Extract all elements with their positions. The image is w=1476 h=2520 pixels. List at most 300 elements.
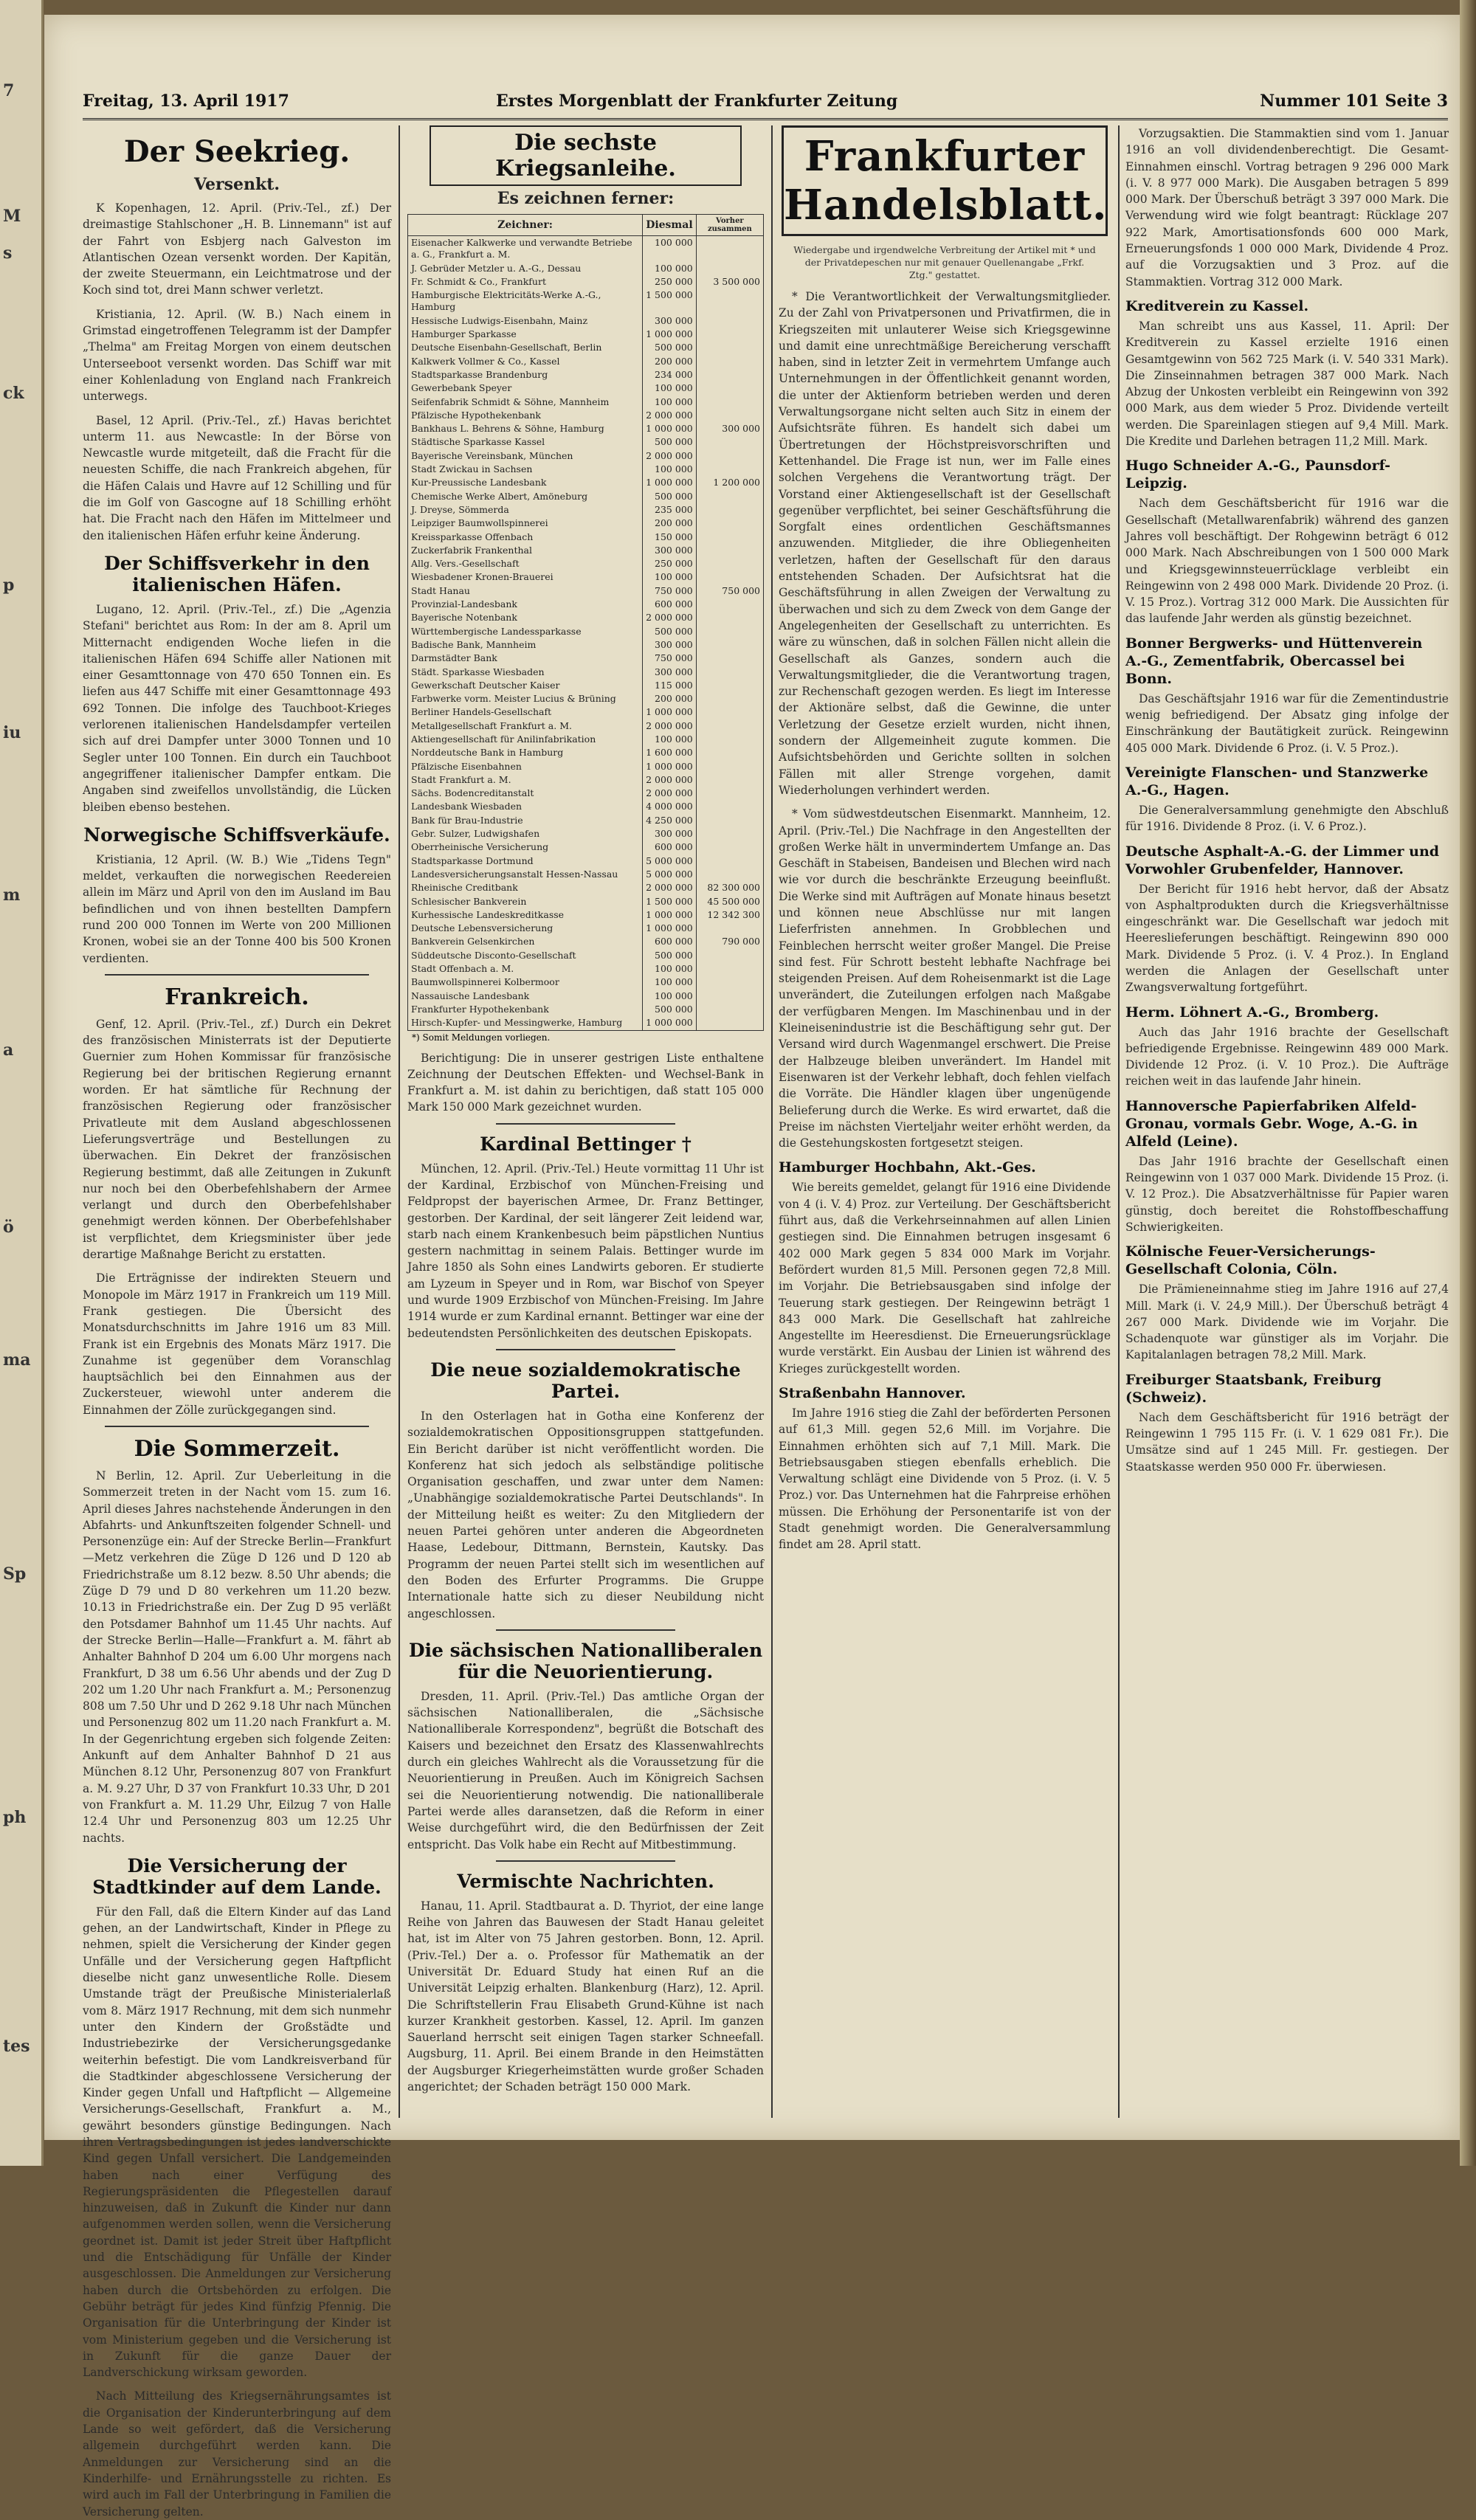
table-row xyxy=(408,719,764,733)
table-row xyxy=(408,341,764,354)
subscriber-cell: Bankhaus L. Behrens & Söhne, Hamburg xyxy=(408,422,643,435)
previous-amount-cell xyxy=(696,949,763,962)
subscriber-cell: Hamburgische Elektricitäts-Werke A.-G., Hamburg xyxy=(408,289,643,314)
subscriber-cell: Berliner Handels-Gesellschaft xyxy=(408,705,643,719)
headline-sommerzeit: Die Sommerzeit. xyxy=(134,1436,340,1462)
amount-cell: 100 000 xyxy=(643,733,697,746)
table-row xyxy=(408,855,764,868)
table-row xyxy=(408,705,764,719)
table-header: Vorher zusammen xyxy=(696,215,763,236)
subscriber-cell: Seifenfabrik Schmidt & Söhne, Mannheim xyxy=(408,396,643,409)
table-row xyxy=(408,435,764,449)
previous-amount-cell xyxy=(696,814,763,827)
amount-cell: 600 000 xyxy=(643,840,697,854)
article-text: Hanau, 11. April. Stadtbaurat a. D. Thyriot, der eine lange Reihe von Jahren das Bauwesen der Stadt Hanau geleitet hat, ist im Alter von 75 Jahren gestorben. Bonn, 12. April. (Priv.-Tel.) Der a. o. Professor für Mathematik an der Universität Dr. Eduard Study hat einen Ruf an die Universität Leipzig erhalten. Blankenburg (Harz), 12. April. Die Schriftstellerin Frau Elisabeth Grund-Kühne ist nach kurzer Krankheit gestorben. Kassel, 12. April. Im ganzen Sauerland herrscht seit einigen Tagen starker Schneefall. Augsburg, 11. April. Bei einem Brande in den Heimstätten der Augsburger Kriegerheimstätten wurde großer Schaden angerichtet; der Schaden beträgt 150 000 Mark. xyxy=(407,1899,764,2094)
subhead-es-zeichnen-ferner: Es zeichnen ferner: xyxy=(497,189,675,208)
article-text: Dresden, 11. April. (Priv.-Tel.) Das amtliche Organ der sächsischen Nationalliberalen, die „Sächsische Nationalliberale Korrespondenz", begrüßt die Botschaft des Kaisers und bezeichnet den Ersatz des Klassenwahlrechts durch ein gleiches Wahlrecht als die Voraussetzung für die Neuorientierung in Preußen. Auch im Königreich Sachsen sei die Neuorientierung notwendig. Die nationalliberale Partei werde alles daransetzen, daß die Reform in einer Weise durchgeführt wird, die den Bedürfnissen der Zeit entspricht. Das Volk habe ein Recht auf Mitbestimmung. xyxy=(407,1689,764,1851)
previous-amount-cell xyxy=(696,382,763,395)
table-row xyxy=(408,652,764,665)
previous-amount-cell xyxy=(696,800,763,813)
divider xyxy=(496,1860,675,1862)
article-text: Der Bericht für 1916 hebt hervor, daß der Absatz von Asphaltprodukten durch die Kriegsverhältnisse eingeschränkt war. Die Gesellschaft war jedoch mit Heereslieferungen beschäftigt. Reingewinn 890 000 Mark. Dividende 5 Proz. (i. V. 4 Proz.). In England werden die Anlagen der Gesellschaft unter Zwangsverwaltung fortgeführt. xyxy=(1125,882,1449,995)
headline-kreditverein-kassel: Kreditverein zu Kassel. xyxy=(1125,297,1309,314)
amount-cell: 1 000 000 xyxy=(643,476,697,489)
previous-amount-cell xyxy=(696,1016,763,1029)
previous-amount-cell: 300 000 xyxy=(696,422,763,435)
subscriber-cell: Landesbank Wiesbaden xyxy=(408,800,643,813)
margin-mark: ck xyxy=(3,384,24,403)
amount-cell: 4 000 000 xyxy=(643,800,697,813)
amount-cell: 500 000 xyxy=(643,625,697,638)
article-text: Lugano, 12. April. (Priv.-Tel., zf.) Die „Agenzia Stefani" berichtet aus Rom: In der am 8. April um Mitternacht endigenden Woche liefen in die italienischen Häfen 694 Schiffe aller Nationen mit einer Gesamttonnage von 470 650 Tonnen ein. Es liefen aus 447 Schiffe mit einer Gesamttonnage 493 692 Tonnen. Die infolge des Tauchboot-Krieges verlorenen italienischen Handelsdampfer verteilen sich auf drei Dampfer unter 3000 Tonnen und 10 Segler unter 100 Tonnen. Ein durch ein Tauchboot angegriffener italienischer Dampfer entkam. Die Angaben sind zweifellos unvollständig, die Lücken bleiben ebenso bestehen. xyxy=(83,602,391,814)
amount-cell: 200 000 xyxy=(643,517,697,530)
header-page-number: Nummer 101 Seite 3 xyxy=(1260,92,1448,111)
previous-amount-cell: 82 300 000 xyxy=(696,881,763,894)
headline-flanschen-stanzwerke: Vereinigte Flanschen- und Stanzwerke A.-G., Hagen. xyxy=(1125,764,1429,798)
subscriber-cell: Stadtsparkasse Brandenburg xyxy=(408,368,643,382)
table-row xyxy=(408,949,764,962)
subscriber-cell: Stadt Frankfurt a. M. xyxy=(408,773,643,787)
article-text: Das Geschäftsjahr 1916 war für die Zementindustrie wenig befriedigend. Der Absatz ging infolge der Einschränkung der Bautätigkeit zurück. Reingewinn 405 000 Mark. Dividende 6 Proz. (i. V. 5 Proz.). xyxy=(1125,691,1449,755)
table-row xyxy=(408,666,764,679)
subscriber-cell: Kur-Preussische Landesbank xyxy=(408,476,643,489)
headline-deutsche-asphalt: Deutsche Asphalt-A.-G. der Limmer und Vorwohler Grubenfelder, Hannover. xyxy=(1125,843,1440,877)
amount-cell: 100 000 xyxy=(643,962,697,976)
amount-cell: 150 000 xyxy=(643,531,697,544)
subscriber-cell: Württembergische Landessparkasse xyxy=(408,625,643,638)
previous-amount-cell xyxy=(696,733,763,746)
headline-koelnische-feuer: Kölnische Feuer-Versicherungs-Gesellschaft Colonia, Cöln. xyxy=(1125,1243,1376,1278)
amount-cell: 1 000 000 xyxy=(643,908,697,922)
previous-amount-cell xyxy=(696,746,763,759)
margin-mark: a xyxy=(3,1040,14,1060)
amount-cell: 100 000 xyxy=(643,396,697,409)
article-text: Die Prämieneinnahme stieg im Jahre 1916 auf 27,4 Mill. Mark (i. V. 24,9 Mill.). Der Überschuß beträgt 4 267 000 Mark. Dividende wie im Vorjahr. Die Schadenquote war günstiger als im Vorjahr. Die Kapitalanlagen betragen 78,2 Mill. Mark. xyxy=(1125,1283,1449,1362)
reprint-notice: Wiedergabe und irgendwelche Verbreitung der Artikel mit * und der Privatdepeschen nur mit genauer Quellenangabe „Frkf. Ztg." gestattet. xyxy=(793,244,1096,280)
article-text: Für den Fall, daß die Eltern Kinder auf das Land gehen, an der Landwirtschaft, Kinder in Pflege zu nehmen, spielt die Versicherung der Kinder gegen Unfälle und der Versicherung gegen Haftpflicht dieselbe nicht ganz unwesentliche Rolle. Diesem Umstande trägt der Preußische Ministerialerlaß vom 8. März 1917 Rechnung, mit dem sich nunmehr unter den Kindern der Großstädte und Industriebezirke der Versicherungsgedanke weiterhin befestigt. Die vom Landkreisverband für die Stadtkinder abgeschlossene Versicherung der Kinder gegen Unfall und Haftpflicht — Allgemeine Versicherungs-Gesellschaft, Frankfurt a. M., gewährt besonders günstige Bedingungen. Nach ihren Vertragsbedingungen ist jedes landverschickte Kind gegen Unfall versichert. Die Landgemeinden haben nach einer Verfügung des Regierungspräsidenten die Pflegestellen darauf hinzuweisen, daß in Zukunft die Kinder nur dann aufgenommen werden sollen, wenn die Versicherung geordnet ist. Damit ist jeder Streit über Haftpflicht und die Entschädigung für Unfälle der Kinder ausgeschlossen. Die Anmeldungen zur Versicherung haben durch die Ortsbehörden zu erfolgen. Die Gebühr beträgt für jedes Kind fünfzig Pfennig. Die Organisation für die Unterbringung der Kinder ist vom Ministerium gegeben und die Versicherung ist in Zukunft für die ganze Dauer der Landverschickung wirksam geworden. xyxy=(83,1905,391,2380)
subscriber-cell: Pfälzische Eisenbahnen xyxy=(408,760,643,773)
previous-amount-cell xyxy=(696,598,763,611)
header-date: Freitag, 13. April 1917 xyxy=(83,92,289,111)
previous-amount-cell: 750 000 xyxy=(696,584,763,598)
subscriber-cell: Bank für Brau-Industrie xyxy=(408,814,643,827)
subscriber-cell: Stadtsparkasse Dortmund xyxy=(408,855,643,868)
page-header xyxy=(83,89,1448,120)
subscriber-cell: Sächs. Bodencreditanstalt xyxy=(408,787,643,800)
column-2 xyxy=(407,125,764,2110)
divider xyxy=(496,1349,675,1350)
table-row xyxy=(408,449,764,463)
previous-amount-cell xyxy=(696,976,763,989)
amount-cell: 2 000 000 xyxy=(643,719,697,733)
margin-mark: tes xyxy=(3,2037,30,2056)
table-row xyxy=(408,611,764,624)
table-row xyxy=(408,503,764,517)
previous-amount-cell xyxy=(696,638,763,652)
amount-cell: 500 000 xyxy=(643,949,697,962)
table-header: Diesmal xyxy=(643,215,697,236)
previous-amount-cell xyxy=(696,557,763,570)
amount-cell: 100 000 xyxy=(643,990,697,1003)
subscriber-cell: Stadt Offenbach a. M. xyxy=(408,962,643,976)
article-text: Nach dem Geschäftsbericht für 1916 war die Gesellschaft (Metallwarenfabrik) während des ganzen Jahres voll beschäftigt. Der Rohgewinn beträgt 6 012 000 Mark. Nach Abschreibungen von 1 500 000 Mark und Kriegsgewinnsteuerrücklage verbleibt ein Reingewinn von 2 498 000 Mark. Dividende 20 Proz. (i. V. 15 Proz.). Vortrag 312 000 Mark. Die Aussichten für das laufende Jahr werden als günstig bezeichnet. xyxy=(1125,497,1449,626)
amount-cell: 1 000 000 xyxy=(643,422,697,435)
amount-cell: 200 000 xyxy=(643,355,697,368)
previous-amount-cell xyxy=(696,760,763,773)
article-text: Kristiania, 12 April. (W. B.) Wie „Tidens Tegn" meldet, verkauften die norwegischen Reedereien allein im März und April von den im Ausland im Bau befindlichen und von ihnen bestellten Dampfern rund 200 000 Tonnen im Werte von 200 Millionen Kronen, wobei sie an der Tonne 400 bis 500 Kronen verdienten. xyxy=(83,852,391,965)
subscriber-cell: Städt. Sparkasse Wiesbaden xyxy=(408,666,643,679)
subscriber-cell: Deutsche Eisenbahn-Gesellschaft, Berlin xyxy=(408,341,643,354)
previous-amount-cell xyxy=(696,962,763,976)
subscriber-cell: Stadt Hanau xyxy=(408,584,643,598)
article-text: Nach dem Geschäftsbericht für 1916 beträgt der Reingewinn 1 795 115 Fr. (i. V. 1 629 081 Fr.). Die Umsätze sind auf 1 245 Mill. Fr. gestiegen. Der Staatskasse werden 950 000 Fr. überwiesen. xyxy=(1125,1410,1449,1474)
previous-amount-cell xyxy=(696,490,763,503)
amount-cell: 1 000 000 xyxy=(643,1016,697,1029)
subscriber-cell: Eisenacher Kalkwerke und verwandte Betriebe a. G., Frankfurt a. M. xyxy=(408,236,643,262)
subscriber-cell: Chemische Werke Albert, Amöneburg xyxy=(408,490,643,503)
margin-mark: ma xyxy=(3,1350,31,1370)
amount-cell: 1 000 000 xyxy=(643,760,697,773)
table-row xyxy=(408,409,764,422)
previous-amount-cell xyxy=(696,314,763,328)
table-row xyxy=(408,517,764,530)
amount-cell: 100 000 xyxy=(643,382,697,395)
headline-hugo-schneider: Hugo Schneider A.-G., Paunsdorf-Leipzig. xyxy=(1125,458,1390,492)
table-row xyxy=(408,746,764,759)
subscriber-cell: Bayerische Notenbank xyxy=(408,611,643,624)
amount-cell: 1 600 000 xyxy=(643,746,697,759)
subscriber-cell: Pfälzische Hypothekenbank xyxy=(408,409,643,422)
subscription-table xyxy=(407,214,764,1030)
amount-cell: 100 000 xyxy=(643,463,697,476)
table-row xyxy=(408,382,764,395)
amount-cell: 100 000 xyxy=(643,236,697,262)
subscriber-cell: Darmstädter Bank xyxy=(408,652,643,665)
headline-kardinal-bettinger: Kardinal Bettinger † xyxy=(480,1133,692,1155)
article-text: Das Jahr 1916 brachte der Gesellschaft einen Reingewinn von 1 037 000 Mark. Dividende 15 Proz. (i. V. 12 Proz.). Die Absatzverhältnisse für Papier waren günstig, doch bereitet die Rohstoffbeschaffung Schwierigkeiten. xyxy=(1125,1154,1449,1234)
subscriber-cell: Aktiengesellschaft für Anilinfabrikation xyxy=(408,733,643,746)
previous-amount-cell xyxy=(696,827,763,840)
article-text: Nach Mitteilung des Kriegsernährungsamtes ist die Organisation der Kinderunterbringung auf dem Lande so weit gefördert, daß die Versicherung allgemein durchgeführt werden kann. Die Anmeldungen zur Versicherung sind an die Kinderhilfe- und Ernährungsstelle zu richten. Es wird auch im Fall der Unterbringung in Familien die Versicherung gelten. xyxy=(83,2389,391,2519)
article-text: Basel, 12 April. (Priv.-Tel., zf.) Havas berichtet unterm 11. aus Newcastle: In der Börse von Newcastle wurde mitgeteilt, daß die Fracht für die neuesten Schiffe, die nach Frankreich abgehen, für die Häfen Calais und Havre auf 12 Schilling und für die im Golf von Gascogne auf 18 Schilling erhöht hat. Die Fracht nach den Häfen im Mittelmeer und den italienischen Häfen erfuhr keine Änderung. xyxy=(83,413,391,542)
table-row xyxy=(408,760,764,773)
table-row xyxy=(408,922,764,935)
headline-vermischte-nachrichten: Vermischte Nachrichten. xyxy=(457,1870,714,1892)
previous-amount-cell xyxy=(696,692,763,705)
subscriber-cell: Kreissparkasse Offenbach xyxy=(408,531,643,544)
previous-amount-cell xyxy=(696,544,763,557)
margin-mark: Sp xyxy=(3,1564,27,1584)
amount-cell: 300 000 xyxy=(643,638,697,652)
headline-seekrieg: Der Seekrieg. xyxy=(123,134,351,169)
subscriber-cell: Deutsche Lebensversicherung xyxy=(408,922,643,935)
divider xyxy=(496,1629,675,1631)
headline-hannoversche-papierfabriken: Hannoversche Papierfabriken Alfeld-Gronau, vormals Gebr. Woge, A.-G. in Alfeld (Leine). xyxy=(1125,1097,1418,1150)
table-row xyxy=(408,814,764,827)
table-row xyxy=(408,368,764,382)
article-text: N Berlin, 12. April. Zur Ueberleitung in die Sommerzeit treten in der Nacht vom 15. zum 16. April dieses Jahres nachstehende Änderungen in den Abfahrts- und Ankunftszeiten folgender Schnell- und Personenzüge ein: Auf der Strecke Berlin—Frankfurt—Metz verkehren die Züge D 126 und D 120 ab Friedrichstraße um 8.12 bezw. 8.50 Uhr abends; die Züge D 79 und D 80 verkehren um 11.20 bezw. 10.13 in Friedrichstraße ein. Der Zug D 95 verläßt den Potsdamer Bahnhof um 11.45 Uhr nachts. Auf der Strecke Berlin—Halle—Frankfurt a. M. fährt ab Anhalter Bahnhof D 204 um 6.00 Uhr morgens nach Frankfurt, D 38 um 6.56 Uhr abends und der Zug D 202 um 1.20 Uhr nach Frankfurt a. M.; Personenzug 808 um 7.50 Uhr und D 262 9.18 Uhr nach München und Personenzug 802 um 11.20 nach Frankfurt a. M. In der Gegenrichtung ergeben sich folgende Zeiten: Ankunft auf dem Anhalter Bahnhof D 21 aus München 8.12 Uhr, Personenzug 807 von Frankfurt a. M. 9.27 Uhr, D 37 von Frankfurt 10.33 Uhr, D 201 von Frankfurt a. M. 11.29 Uhr, Eilzug 7 von Halle 12.4 Uhr und Personenzug 803 um 12.25 Uhr nachts. xyxy=(83,1469,391,1845)
previous-amount-cell xyxy=(696,773,763,787)
article-text: Vorzugsaktien. Die Stammaktien sind vom 1. Januar 1916 an voll dividendenberechtigt. Die Gesamt-Einnahmen einschl. Vortrag betragen 9 296 000 Mark (i. V. 8 977 000 Mark). Die Ausgaben betragen 5 899 000 Mark. Der Überschuß beträgt 3 397 000 Mark. Die Verwendung wird wie folgt beantragt: Rücklage 207 922 Mark, Amortisationsfonds 600 000 Mark, Erneuerungsfonds 1 000 000 Mark, Dividende 4 Proz. auf die Vorzugsaktien und 3 Proz. auf die Stammaktien. Vortrag 312 000 Mark. xyxy=(1125,127,1449,289)
amount-cell: 2 000 000 xyxy=(643,881,697,894)
table-row xyxy=(408,490,764,503)
headline-strassenbahn-hannover: Straßenbahn Hannover. xyxy=(779,1385,966,1401)
headline-frankreich: Frankreich. xyxy=(165,984,309,1010)
subscriber-cell: Rheinische Creditbank xyxy=(408,881,643,894)
article-text: Die Erträgnisse der indirekten Steuern und Monopole im März 1917 in Frankreich um 119 Mill. Frank gestiegen. Die Übersicht des Monatsdurchschnitts im Jahre 1916 um 83 Mill. Frank ist ein Ergebnis des Monats März 1917. Die Zunahme ist gegenüber dem Voranschlag hauptsächlich bei den Einnahmen aus der Zuckersteuer, wiewohl unter anderem die Einnahmen der Zölle zurückgegangen sind. xyxy=(83,1271,391,1417)
headline-hamburger-hochbahn: Hamburger Hochbahn, Akt.-Ges. xyxy=(779,1159,1036,1176)
headline-norwegische-schiffsverkaeufe: Norwegische Schiffsverkäufe. xyxy=(83,824,390,846)
table-row xyxy=(408,598,764,611)
amount-cell: 5 000 000 xyxy=(643,855,697,868)
divider xyxy=(105,974,369,976)
previous-amount-cell xyxy=(696,652,763,665)
table-row xyxy=(408,827,764,840)
table-row xyxy=(408,476,764,489)
table-row xyxy=(408,625,764,638)
divider xyxy=(105,1426,369,1427)
headline-freiburger-staatsbank: Freiburger Staatsbank, Freiburg (Schweiz). xyxy=(1125,1371,1382,1406)
subscriber-cell: Farbwerke vorm. Meister Lucius & Brüning xyxy=(408,692,643,705)
article-text: Berichtigung: Die in unserer gestrigen Liste enthaltene Zeichnung der Deutschen Effekten- und Wechsel-Bank in Frankfurt a. M. ist dahin zu berichtigen, daß statt 105 000 Mark 150 000 Mark gezeichnet wurden. xyxy=(407,1051,764,1114)
previous-amount-cell xyxy=(696,787,763,800)
table-footnote: *) Somit Meldungen vorliegen. xyxy=(407,1030,764,1044)
subscriber-cell: Süddeutsche Disconto-Gesellschaft xyxy=(408,949,643,962)
previous-amount-cell xyxy=(696,611,763,624)
table-row xyxy=(408,692,764,705)
article-text: K Kopenhagen, 12. April. (Priv.-Tel., zf.) Der dreimastige Stahlschoner „H. B. Linnemann" ist auf der Fahrt von Esbjerg nach Galveston im Atlantischen Ozean versenkt worden. Der Kapitän, der zweite Steuermann, ein Leichtmatrose und der Koch sind tot, drei Mann schwer verletzt. xyxy=(83,201,391,297)
table-row xyxy=(408,800,764,813)
article-text: Kristiania, 12. April. (W. B.) Nach einem in Grimstad eingetroffenen Telegramm ist der Dampfer „Thelma" am Freitag Morgen von einem deutschen Unterseeboot versenkt worden. Das Schiff war mit einer Kohlenladung von England nach Frankreich unterwegs. xyxy=(83,307,391,404)
amount-cell: 1 500 000 xyxy=(643,895,697,908)
amount-cell: 2 000 000 xyxy=(643,449,697,463)
previous-amount-cell xyxy=(696,990,763,1003)
subscriber-cell: Kurhessische Landeskreditkasse xyxy=(408,908,643,922)
amount-cell: 1 500 000 xyxy=(643,289,697,314)
table-row xyxy=(408,638,764,652)
table-row xyxy=(408,773,764,787)
amount-cell: 500 000 xyxy=(643,435,697,449)
table-row xyxy=(408,275,764,289)
margin-mark: iu xyxy=(3,723,21,742)
amount-cell: 300 000 xyxy=(643,827,697,840)
previous-amount-cell xyxy=(696,868,763,881)
amount-cell: 2 000 000 xyxy=(643,409,697,422)
margin-mark: ph xyxy=(3,1808,27,1827)
margin-mark: p xyxy=(3,576,15,595)
amount-cell: 750 000 xyxy=(643,652,697,665)
previous-amount-cell xyxy=(696,666,763,679)
margin-mark: ö xyxy=(3,1218,14,1237)
margin-mark: M xyxy=(3,207,21,226)
subscriber-cell: Kalkwerk Vollmer & Co., Kassel xyxy=(408,355,643,368)
subscriber-cell: Stadt Zwickau in Sachsen xyxy=(408,463,643,476)
column-rule xyxy=(771,125,773,2118)
table-row xyxy=(408,908,764,922)
previous-page-strip xyxy=(0,0,44,2166)
subhead-versenkt: Versenkt. xyxy=(193,175,280,194)
amount-cell: 300 000 xyxy=(643,666,697,679)
subscriber-cell: Hessische Ludwigs-Eisenbahn, Mainz xyxy=(408,314,643,328)
subscriber-cell: Nassauische Landesbank xyxy=(408,990,643,1003)
header-paper-title: Erstes Morgenblatt der Frankfurter Zeitung xyxy=(496,92,898,111)
subscriber-cell: Oberrheinische Versicherung xyxy=(408,840,643,854)
table-row xyxy=(408,531,764,544)
subscriber-cell: Baumwollspinnerei Kolbermoor xyxy=(408,976,643,989)
article-text: * Vom südwestdeutschen Eisenmarkt. Mannheim, 12. April. (Priv.-Tel.) Die Nachfrage in den Angestellten der großen Werke hält in unvermindertem Umfange an. Das Geschäft in Stabeisen, Bandeisen und Blechen wird nach wie vor durch die beschränkte Erzeugung beeinflußt. Die Werke sind mit Aufträgen auf Monate hinaus besetzt und können neue Abschlüsse nur mit langen Lieferfristen annehmen. In Grobblechen und Feinblechen herrscht weiter großer Mangel. Die Preise sind fest. Für Schrott besteht lebhafte Nachfrage bei steigenden Preisen. Auf dem Roheisenmarkt ist die Lage unverändert, die Zuteilungen erfolgen nach Maßgabe der verfügbaren Mengen. Im Maschinenbau und in der Kleineisenindustrie ist die Beschäftigung sehr gut. Der Versand wird durch Wagenmangel erschwert. Die Preise der Halbzeuge bleiben unverändert. Im Handel mit Eisenwaren ist der Verkehr lebhaft, doch fehlen vielfach die Vorräte. Die Händler klagen über ungenügende Belieferung durch die Werke. Es wird erwartet, daß die Preise im nächsten Vierteljahr weiter erhöht werden, da die Gestehungskosten fortgesetzt steigen. xyxy=(779,807,1111,1150)
previous-amount-cell xyxy=(696,328,763,341)
subscriber-cell: Bankverein Gelsenkirchen xyxy=(408,935,643,948)
table-row xyxy=(408,544,764,557)
subscriber-cell: J. Dreyse, Sömmerda xyxy=(408,503,643,517)
table-row xyxy=(408,570,764,584)
margin-mark: 7 xyxy=(3,81,15,100)
amount-cell: 1 000 000 xyxy=(643,922,697,935)
headline-saechsische-nationalliberale: Die sächsischen Nationalliberalen für die Neuorientierung. xyxy=(408,1639,763,1682)
amount-cell: 100 000 xyxy=(643,570,697,584)
amount-cell: 250 000 xyxy=(643,275,697,289)
previous-amount-cell xyxy=(696,1003,763,1016)
amount-cell: 750 000 xyxy=(643,584,697,598)
previous-amount-cell: 790 000 xyxy=(696,935,763,948)
subscriber-cell: Fr. Schmidt & Co., Frankfurt xyxy=(408,275,643,289)
article-text: Auch das Jahr 1916 brachte der Gesellschaft befriedigende Ergebnisse. Reingewinn 489 000 Mark. Dividende 12 Proz. (i. V. 10 Proz.). Die Aufträge reichen weit in das laufende Jahr hinein. xyxy=(1125,1025,1449,1088)
article-text: Im Jahre 1916 stieg die Zahl der beförderten Personen auf 61,3 Mill. gegen 52,6 Mill. im Vorjahre. Die Einnahmen erhöhten sich auf 7,1 Mill. Mark. Die Betriebsausgaben stiegen ebenfalls erheblich. Die Verwaltung schlägt eine Dividende von 5 Proz. (i. V. 5 Proz.) vor. Das Unternehmen hat die Fahrpreise erhöhen müssen. Die Erhöhung der Personentarife ist von der Stadt genehmigt worden. Die Generalversammlung findet am 28. April statt. xyxy=(779,1406,1111,1552)
previous-amount-cell xyxy=(696,368,763,382)
amount-cell: 5 000 000 xyxy=(643,868,697,881)
subscriber-cell: Hirsch-Kupfer- und Messingwerke, Hamburg xyxy=(408,1016,643,1029)
previous-amount-cell xyxy=(696,341,763,354)
amount-cell: 300 000 xyxy=(643,544,697,557)
subscriber-cell: Zuckerfabrik Frankenthal xyxy=(408,544,643,557)
subscriber-cell: J. Gebrüder Metzler u. A.-G., Dessau xyxy=(408,262,643,275)
table-row xyxy=(408,1003,764,1016)
amount-cell: 500 000 xyxy=(643,490,697,503)
table-header: Zeichner: xyxy=(408,215,643,236)
previous-amount-cell xyxy=(696,570,763,584)
table-row xyxy=(408,881,764,894)
article-text: Genf, 12. April. (Priv.-Tel., zf.) Durch ein Dekret des französischen Ministerrats ist der Deputierte Guernier zum Hohen Kommissar für französische Regierung bei der britischen Regierung ernannt worden. Er hat sämtliche für Rechnung der französischen Regierung oder französischer Privatleute mit dem Ausland abgeschlossenen Lieferungsverträge und Bestellungen zu überwachen. Ein Dekret der französischen Regierung bestimmt, daß alle Zeitungen in Zukunft nur noch bei den Oberbefehlshabern der Armee verlangt und durch den Oberbefehlshaber genehmigt werden können. Der Oberbefehlshaber ist verpflichtet, dem Kriegsminister über jede derartige Maßnahge Bericht zu erstatten. xyxy=(83,1017,391,1262)
table-row xyxy=(408,289,764,314)
table-row xyxy=(408,935,764,948)
subscriber-cell: Gewerbebank Speyer xyxy=(408,382,643,395)
amount-cell: 600 000 xyxy=(643,935,697,948)
headline-kriegsanleihe: Die sechste Kriegsanleihe. xyxy=(430,125,742,186)
previous-amount-cell xyxy=(696,355,763,368)
previous-amount-cell: 12 342 300 xyxy=(696,908,763,922)
amount-cell: 500 000 xyxy=(643,341,697,354)
previous-amount-cell xyxy=(696,679,763,692)
column-rule xyxy=(399,125,400,2118)
headline-versicherung-stadtkinder: Die Versicherung der Stadtkinder auf dem Lande. xyxy=(92,1854,382,1898)
amount-cell: 115 000 xyxy=(643,679,697,692)
headline-sozialdemokratische-partei: Die neue sozialdemokratische Partei. xyxy=(430,1359,741,1402)
subscriber-cell: Gebr. Sulzer, Ludwigshafen xyxy=(408,827,643,840)
table-row xyxy=(408,868,764,881)
subscriber-cell: Provinzial-Landesbank xyxy=(408,598,643,611)
table-row xyxy=(408,1016,764,1029)
subscriber-cell: Leipziger Baumwollspinnerei xyxy=(408,517,643,530)
table-row xyxy=(408,787,764,800)
subscriber-cell: Frankfurter Hypothekenbank xyxy=(408,1003,643,1016)
subscriber-cell: Landesversicherungsanstalt Hessen-Nassau xyxy=(408,868,643,881)
article-text: Wie bereits gemeldet, gelangt für 1916 eine Dividende von 4 (i. V. 4) Proz. zur Verteilung. Der Geschäftsbericht führt aus, daß die Verkehrseinnahmen auf allen Linien gestiegen sind. Die Einnahmen betrugen insgesamt 6 402 000 Mark gegen 5 834 000 Mark im Vorjahr. Befördert wurden 81,5 Mill. Personen gegen 72,8 Mill. im Vorjahr. Die Betriebsausgaben sind infolge der Teuerung stark gestiegen. Der Reingewinn beträgt 1 843 000 Mark. Die Gesellschaft hat zahlreiche Angestellte im Heeresdienst. Die Erneuerungsrücklage wurde verstärkt. Ein Ausbau der Linien ist während des Krieges zurückgestellt worden. xyxy=(779,1181,1111,1375)
amount-cell: 235 000 xyxy=(643,503,697,517)
table-row xyxy=(408,840,764,854)
column-1 xyxy=(83,125,391,2519)
table-row xyxy=(408,976,764,989)
headline-bonner-bergwerks: Bonner Bergwerks- und Hüttenverein A.-G., Zementfabrik, Obercassel bei Bonn. xyxy=(1125,635,1423,687)
section-masthead xyxy=(782,125,1108,236)
table-row xyxy=(408,314,764,328)
previous-amount-cell xyxy=(696,409,763,422)
article-text: In den Osterlagen hat in Gotha eine Konferenz der sozialdemokratischen Oppositionsgruppen stattgefunden. Ein Bericht darüber ist nicht veröffentlicht worden. Die Konferenz hat sich jedoch als selbständige politische Organisation geschaffen, und zwar unter dem Namen: „Unabhängige sozialdemokratische Partei Deutschlands". In der Mitteilung heißt es weiter: Zu den Mitgliedern der neuen Partei gehören unter anderen die Abgeordneten Haase, Ledebour, Dittmann, Bernstein, Kautsky. Das Programm der neuen Partei stellt sich im wesentlichen auf den Boden des Erfurter Programms. Die Gruppe Internationale hatte sich zu dieser Neubildung nicht angeschlossen. xyxy=(407,1409,764,1620)
subscriber-cell: Städtische Sparkasse Kassel xyxy=(408,435,643,449)
amount-cell: 600 000 xyxy=(643,598,697,611)
previous-amount-cell xyxy=(696,855,763,868)
subscriber-cell: Metallgesellschaft Frankfurt a. M. xyxy=(408,719,643,733)
table-row xyxy=(408,328,764,341)
section-title-handelsblatt: Frankfurter Handelsblatt. xyxy=(784,132,1108,229)
article-text: München, 12. April. (Priv.-Tel.) Heute vormittag 11 Uhr ist der Kardinal, Erzbischof von München-Freising und Feldpropst der bayerischen Armee, Dr. Franz Bettinger, gestorben. Der Kardinal, der seit längerer Zeit leidend war, starb nach einem Krankenbesuch beim päpstlichen Nuntius gestern nachmittag in seinem Palais. Bettinger wurde im Jahre 1850 als Sohn eines Landwirts geboren. Er studierte am Lyzeum in Speyer und in Rom, war Bischof von Speyer und wurde 1909 Erzbischof von München-Freising. Im Jahre 1914 wurde er zum Kardinal ernannt. Bettinger war eine der bedeutendsten Persönlichkeiten des deutschen Episkopats. xyxy=(407,1161,764,1340)
headline-schiffsverkehr: Der Schiffsverkehr in den italienischen Häfen. xyxy=(104,552,370,596)
previous-amount-cell xyxy=(696,435,763,449)
previous-amount-cell: 45 500 000 xyxy=(696,895,763,908)
margin-mark: m xyxy=(3,886,21,905)
subscriber-cell: Schlesischer Bankverein xyxy=(408,895,643,908)
subscriber-cell: Wiesbadener Kronen-Brauerei xyxy=(408,570,643,584)
previous-amount-cell xyxy=(696,625,763,638)
margin-mark: s xyxy=(3,244,13,263)
previous-amount-cell xyxy=(696,236,763,262)
subscriber-cell: Norddeutsche Bank in Hamburg xyxy=(408,746,643,759)
amount-cell: 100 000 xyxy=(643,976,697,989)
amount-cell: 500 000 xyxy=(643,1003,697,1016)
amount-cell: 234 000 xyxy=(643,368,697,382)
table-row xyxy=(408,262,764,275)
subscriber-cell: Bayerische Vereinsbank, München xyxy=(408,449,643,463)
previous-amount-cell xyxy=(696,922,763,935)
previous-amount-cell xyxy=(696,517,763,530)
amount-cell: 200 000 xyxy=(643,692,697,705)
subscriber-cell: Badische Bank, Mannheim xyxy=(408,638,643,652)
amount-cell: 4 250 000 xyxy=(643,814,697,827)
amount-cell: 1 000 000 xyxy=(643,705,697,719)
article-text: Man schreibt uns aus Kassel, 11. April: Der Kreditverein zu Kassel erzielte 1916 einen Gesamtgewinn von 562 725 Mark (i. V. 540 331 Mark). Die Zinseinnahmen betragen 387 000 Mark. Nach Abzug der Unkosten verbleibt ein Reingewinn von 392 000 Mark, aus dem wieder 5 Proz. Dividende verteilt werden. Die Spareinlagen stiegen auf 9,4 Mill. Mark. Die Kredite und Darlehen betragen 11,2 Mill. Mark. xyxy=(1125,319,1449,449)
column-4 xyxy=(1125,125,1449,2110)
table-row xyxy=(408,236,764,262)
table-row xyxy=(408,962,764,976)
subscriber-cell: Hamburger Sparkasse xyxy=(408,328,643,341)
table-row xyxy=(408,990,764,1003)
subscriber-cell: Gewerkschaft Deutscher Kaiser xyxy=(408,679,643,692)
previous-amount-cell xyxy=(696,840,763,854)
previous-amount-cell: 1 200 000 xyxy=(696,476,763,489)
page-edge-shadow xyxy=(1460,0,1476,2166)
table-row xyxy=(408,733,764,746)
amount-cell: 2 000 000 xyxy=(643,611,697,624)
article-text: Die Generalversammlung genehmigte den Abschluß für 1916. Dividende 8 Proz. (i. V. 6 Proz.). xyxy=(1125,803,1449,834)
table-row xyxy=(408,679,764,692)
previous-amount-cell xyxy=(696,289,763,314)
amount-cell: 300 000 xyxy=(643,314,697,328)
previous-amount-cell xyxy=(696,463,763,476)
previous-amount-cell xyxy=(696,531,763,544)
previous-amount-cell xyxy=(696,396,763,409)
amount-cell: 1 000 000 xyxy=(643,328,697,341)
previous-amount-cell xyxy=(696,262,763,275)
table-row xyxy=(408,557,764,570)
